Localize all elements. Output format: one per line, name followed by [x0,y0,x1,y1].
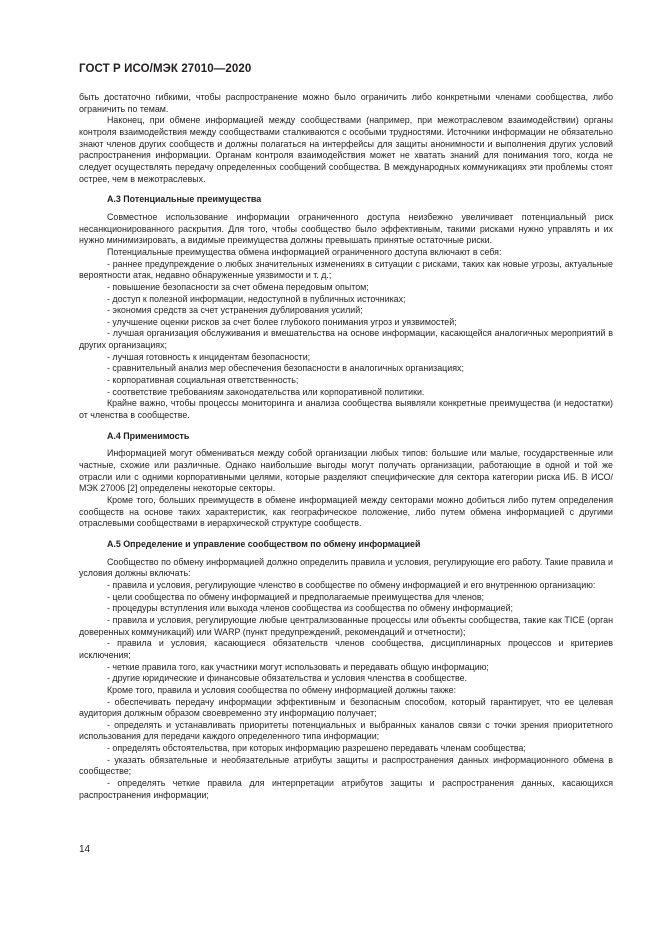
section-heading: А.5 Определение и управление сообществом по обмену информацией [107,538,421,549]
list-item: - раннее предупреждение о любых значительных изменениях в ситуации с рисками, таких как новые угрозы, актуальные вероятности атак, недавно обнаруженные уязвимости и т. д.; [79,258,613,281]
paragraph: Информацией могут обмениваться между собой организации любых типов: большие или малые, государственные или частные, схожие или различные. Однако наибольшие выгоды могут получать организации, работающие в одной и той же отрасли или с одними корпоративными целями, которые разделяют специфические для сектора категории риска ИБ. В ИСО/МЭК 27006 [2] определены некоторые секторы. [79,448,613,494]
paragraph: Наконец, при обмене информацией между сообществами (например, при межотраслевом взаимодействии) органы контроля взаимодействия между сообществами сталкиваются с особыми трудностями. Источники информации не обязательно знают членов других сообществ и должны полагаться на интерфейсы для защиты анонимности и выполнения других условий распространения информации. Органам контроля взаимодействия может не хватать знаний для понимания того, когда не следует осуществлять передачу определенных сообщений сообщества. В международных коммуникациях эти проблемы стоят острее, чем в межотраслевых. [79,115,613,184]
list-item: - улучшение оценки рисков за счет более глубокого понимания угроз и уязвимостей; [107,316,457,327]
paragraph: Потенциальные преимущества обмена информацией ограниченного доступа включают в себя: [107,246,502,257]
list-item: - определять четкие правила для интерпретации атрибутов защиты и распространения данных, касающихся распространения информации; [79,778,613,800]
list-item: - четкие правила того, как участники могут использовать и передавать общую информацию; [107,661,489,672]
paragraph: Совместное использование информации ограниченного доступа неизбежно увеличивает потенциальный риск несанкционированного раскрытия. Для того, чтобы сообщество было эффективным, такими рисками нужно управлять и их нужно минимизировать, а видимые преимущества должны превышать принятые остаточные риски. [79,211,613,246]
section-heading: А.3 Потенциальные преимущества [107,194,262,205]
list-item: - процедуры вступления или выхода членов сообщества из сообщества по обмену информацией; [107,603,514,614]
paragraph: Кроме того, больших преимуществ в обмене информацией между секторами можно добиться либо путем определения сообществ на основе таких характеристик, как географическое положение, либо путем обмена информацией с другими отраслевыми сообществами в иерархической структуре сообществ. [79,495,613,529]
list-item: - сравнительный анализ мер обеспечения безопасности в аналогичных организациях; [107,363,464,374]
paragraph: Сообщество по обмену информацией должно определить правила и условия, регулирующие его работу. Такие правила и условия должны включать: [79,556,613,579]
list-item: - цели сообщества по обмену информацией и предполагаемые преимущества для членов; [107,591,484,602]
paragraph: Кроме того, правила и условия сообщества по обмену информацией должны также: [107,684,457,695]
list-item: - лучшая готовность к инцидентам безопасности; [107,351,311,362]
page-number: 14 [79,844,91,855]
list-item: - обеспечивать передачу информации эффективным и безопасным способом, который гарантирует, что ее целевая аудитория должным образом своевременно эту информацию получает; [79,696,613,719]
list-item: - другие юридические и финансовые обязательства и условия членства в сообществе. [107,673,467,684]
list-item: - повышение безопасности за счет обмена передовым опытом; [107,281,369,292]
list-item: - определять обстоятельства, при которых информацию разрешено передавать членам сообщества; [107,743,526,754]
section-heading: А.4 Применимость [107,430,190,441]
document-body [79,92,613,801]
list-item: - правила и условия, касающиеся обязательств членов сообщества, дисциплинарных процессов и критериев исключения; [79,638,613,660]
list-item: - корпоративная социальная ответственность; [107,375,299,386]
list-item: - соответствие требованиям законодательства или корпоративной политики. [107,386,425,397]
list-item: - правила и условия, регулирующие членство в сообществе по обмену информацией и его внутреннюю организацию: [107,579,596,590]
list-item: - экономия средств за счет устранения дублирования усилий; [107,305,363,316]
list-item: - указать обязательные и необязательные атрибуты защиты и распространения данных информационного обмена в сообществе; [79,754,613,777]
list-item: - доступ к полезной информации, недоступной в публичных источниках; [107,293,406,304]
paragraph: быть достаточно гибкими, чтобы распространение можно было ограничить либо конкретными членами сообщества, либо ограничить по темам. [79,92,613,114]
document-header: ГОСТ Р ИСО/МЭК 27010—2020 [79,63,252,75]
list-item: - определять и устанавливать приоритеты потенциальных и выбранных каналов связи с точки зрения приоритетного использования для передачи каждого определенного типа информации; [79,719,613,742]
paragraph: Крайне важно, чтобы процессы мониторинга и анализа сообщества выявляли конкретные преимущества (и недостатки) от членства в сообществе. [79,398,613,421]
list-item: - правила и условия, регулирующие любые централизованные процессы или объекты сообщества, такие как TICE (орган доверенных коммуникаций) или WARP (пункт предупреждений, рекомендаций и отчетности); [79,614,613,637]
list-item: - лучшая организация обслуживания и вмешательства на основе информации, касающейся аналогичных мероприятий в других организациях; [79,328,613,351]
